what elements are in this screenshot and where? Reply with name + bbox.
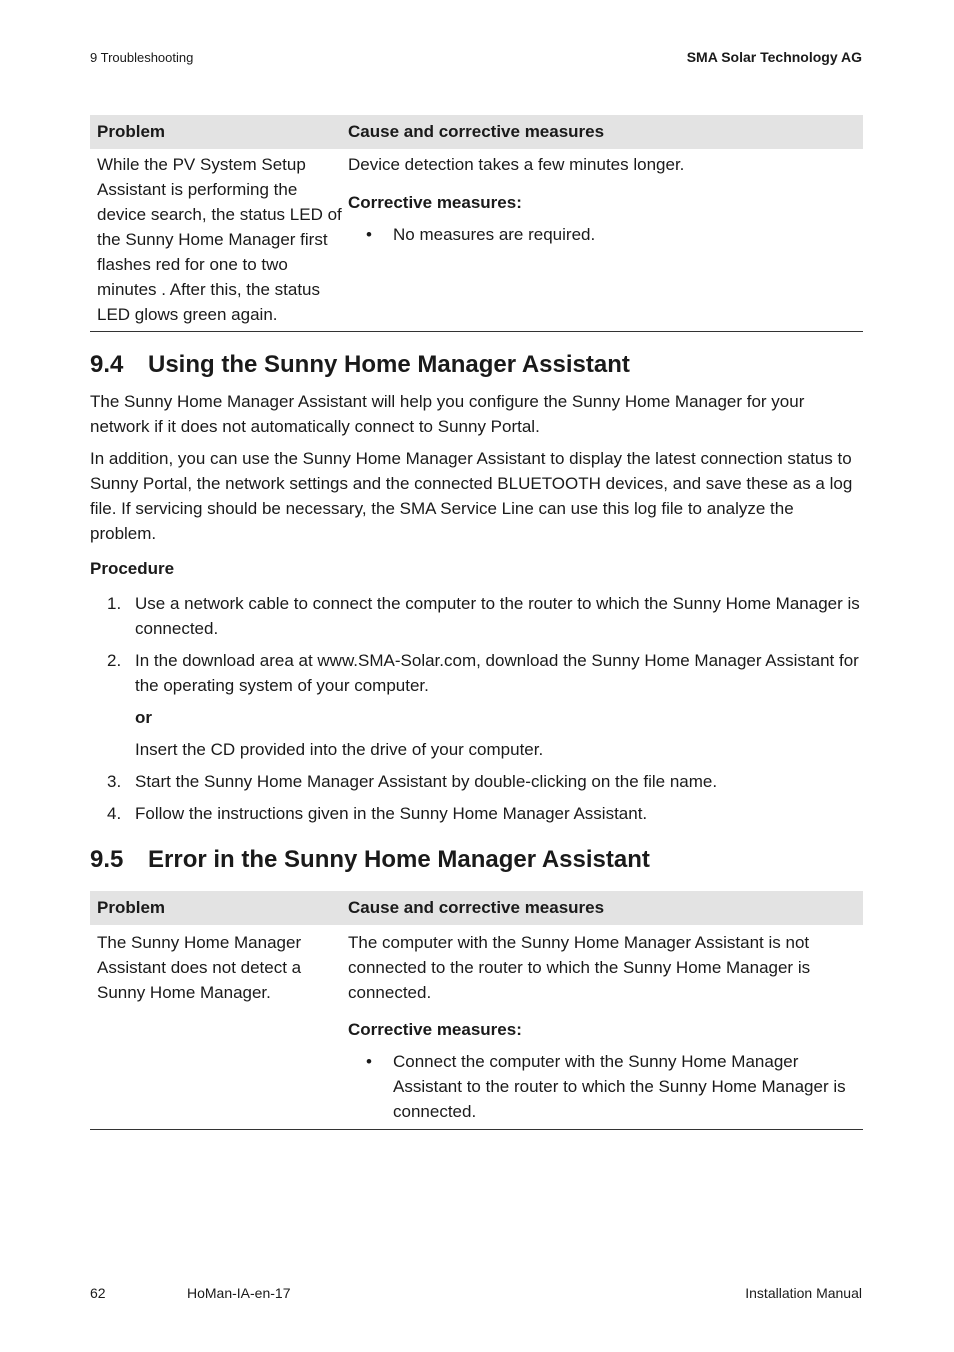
step-number: 4. <box>107 804 122 823</box>
measure-item <box>348 1049 863 1124</box>
step-1 <box>90 591 863 641</box>
section-title: Error in the Sunny Home Manager Assistant <box>148 846 650 873</box>
corrective-measures-title: Corrective measures: <box>348 193 522 212</box>
header-problem: Problem <box>97 898 166 917</box>
running-header-chapter: 9 Troubleshooting <box>90 50 194 65</box>
table-header-row <box>90 891 863 925</box>
step-4 <box>90 801 863 826</box>
problem-cell: The Sunny Home Manager Assistant does not detect a Sunny Home Manager. <box>97 933 302 1002</box>
troubleshooting-table-assistant <box>90 891 863 1130</box>
bullet-icon: • <box>366 225 372 244</box>
troubleshooting-table-device-search <box>90 115 863 332</box>
procedure-steps <box>90 591 863 833</box>
step-text: Follow the instructions given in the Sunny Home Manager Assistant. <box>135 804 648 823</box>
cause-cell <box>348 930 863 1124</box>
cause-cell <box>348 152 863 327</box>
measure-item <box>348 222 863 247</box>
step-number: 1. <box>107 594 122 613</box>
running-header-company: SMA Solar Technology AG <box>686 49 862 65</box>
step-text: Start the Sunny Home Manager Assistant by double-clicking on the file name. <box>135 772 718 791</box>
bullet-icon: • <box>366 1052 372 1071</box>
header-problem: Problem <box>97 122 166 141</box>
paragraph-intro: The Sunny Home Manager Assistant will help you configure the Sunny Home Manager for your network if it does not automatically connect to Sunny Portal. <box>90 392 805 436</box>
step-3 <box>90 769 863 794</box>
corrective-measures-title: Corrective measures: <box>348 1020 522 1039</box>
cause-text: The computer with the Sunny Home Manager Assistant is not connected to the router to which the Sunny Home Manager is connected. <box>348 933 811 1002</box>
header-cause: Cause and corrective measures <box>348 898 605 917</box>
section-heading-9-4 <box>90 351 630 379</box>
section-title: Using the Sunny Home Manager Assistant <box>148 351 630 378</box>
measure-text: No measures are required. <box>393 225 596 244</box>
footer-page-number: 62 <box>90 1285 106 1301</box>
step-text: In the download area at www.SMA-Solar.com, download the Sunny Home Manager Assistant for the operating system of your computer. <box>135 651 859 695</box>
step-2 <box>90 648 863 698</box>
table-row <box>90 149 863 331</box>
step-2-alternative: Insert the CD provided into the drive of your computer. <box>135 740 544 759</box>
header-cause: Cause and corrective measures <box>348 122 605 141</box>
cause-text: Device detection takes a few minutes longer. <box>348 155 685 174</box>
step-text: Use a network cable to connect the computer to the router to which the Sunny Home Manager is connected. <box>135 594 860 638</box>
section-number: 9.5 <box>90 846 124 873</box>
procedure-title: Procedure <box>90 559 175 578</box>
paragraph-features: In addition, you can use the Sunny Home Manager Assistant to display the latest connection status to Sunny Portal, the network settings and the connected BLUETOOTH devices, and save these as a log file. If servicing should be necessary, the SMA Service Line can use this log file to analyze the problem. <box>90 449 853 543</box>
measure-text: Connect the computer with the Sunny Home Manager Assistant to the router to which the Sunny Home Manager is connected. <box>393 1052 846 1121</box>
step-number: 3. <box>107 772 122 791</box>
section-number: 9.4 <box>90 351 124 378</box>
section-heading-9-5 <box>90 846 650 874</box>
table-row <box>90 925 863 1129</box>
step-2-or: or <box>135 708 152 727</box>
step-number: 2. <box>107 651 122 670</box>
footer-document-id: HoMan-IA-en-17 <box>187 1285 291 1301</box>
footer-document-title: Installation Manual <box>745 1285 862 1301</box>
problem-cell: While the PV System Setup Assistant is performing the device search, the status LED of the Sunny Home Manager first flashes red for one to two minutes . After this, the status LED glows green again. <box>97 155 342 324</box>
table-header-row <box>90 115 863 149</box>
